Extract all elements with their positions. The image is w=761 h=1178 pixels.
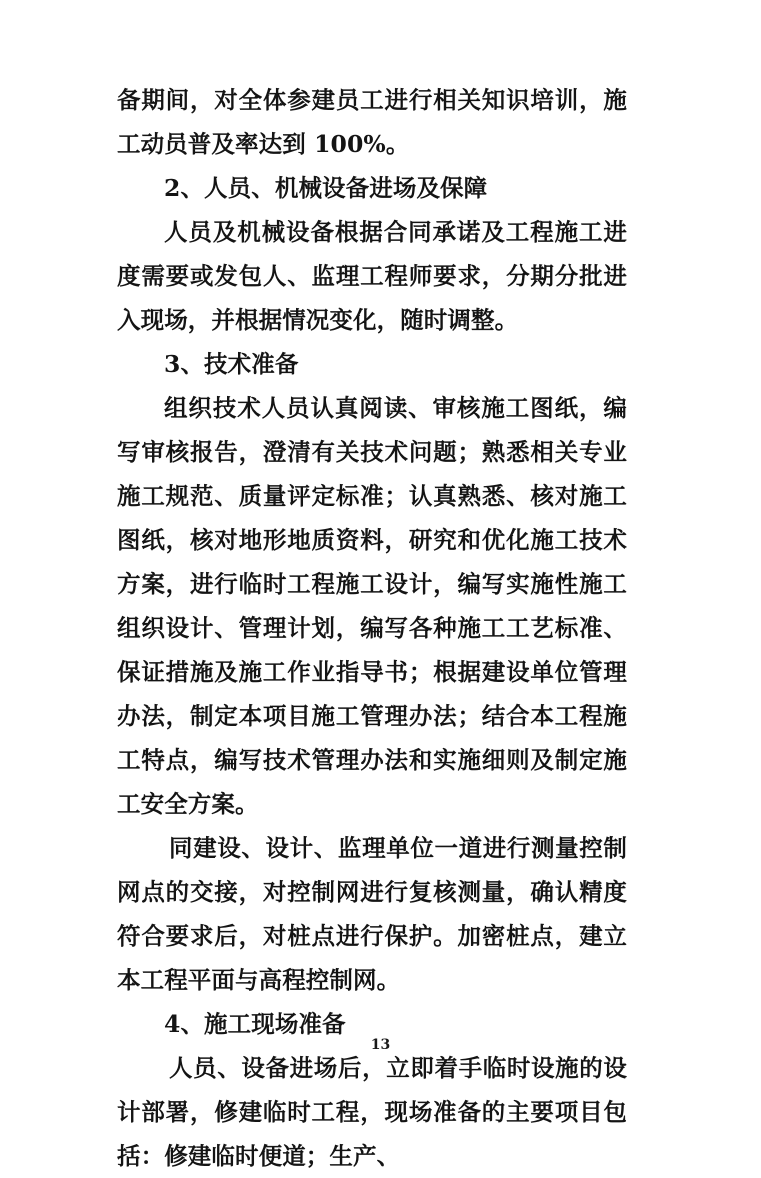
section-heading-4: 4、施工现场准备	[164, 1010, 346, 1038]
document-text-column	[117, 78, 627, 1178]
paragraph-continuation: 备期间，对全体参建员工进行相关知识培训，施工动员普及率达到 100%。	[117, 86, 627, 158]
section-heading-2: 2、人员、机械设备进场及保障	[164, 174, 488, 202]
section-heading-3: 3、技术准备	[164, 350, 299, 378]
paragraph-technical-preparation: 组织技术人员认真阅读、审核施工图纸，编写审核报告，澄清有关技术问题；熟悉相关专业施工规范、质量评定标准；认真熟悉、核对施工图纸，核对地形地质资料，研究和优化施工技术方案，进行临时工程施工设计，编写实施性施工组织设计、管理计划，编写各种施工工艺标准、保证措施及施工作业指导书；根据建设单位管理办法，制定本项目施工管理办法；结合本工程施工特点，编写技术管理办法和实施细则及制定施工安全方案。	[117, 394, 627, 818]
paragraph-personnel-equipment: 人员及机械设备根据合同承诺及工程施工进度需要或发包人、监理工程师要求，分期分批进入现场，并根据情况变化，随时调整。	[117, 218, 627, 334]
paragraph-survey-control-network: 同建设、设计、监理单位一道进行测量控制网点的交接，对控制网进行复核测量，确认精度符合要求后，对桩点进行保护。加密桩点，建立本工程平面与高程控制网。	[117, 834, 627, 994]
page-number: 13	[370, 1037, 391, 1053]
paragraph-site-preparation: 人员、设备进场后，立即着手临时设施的设计部署，修建临时工程，现场准备的主要项目包括：修建临时便道；生产、	[117, 1054, 627, 1170]
